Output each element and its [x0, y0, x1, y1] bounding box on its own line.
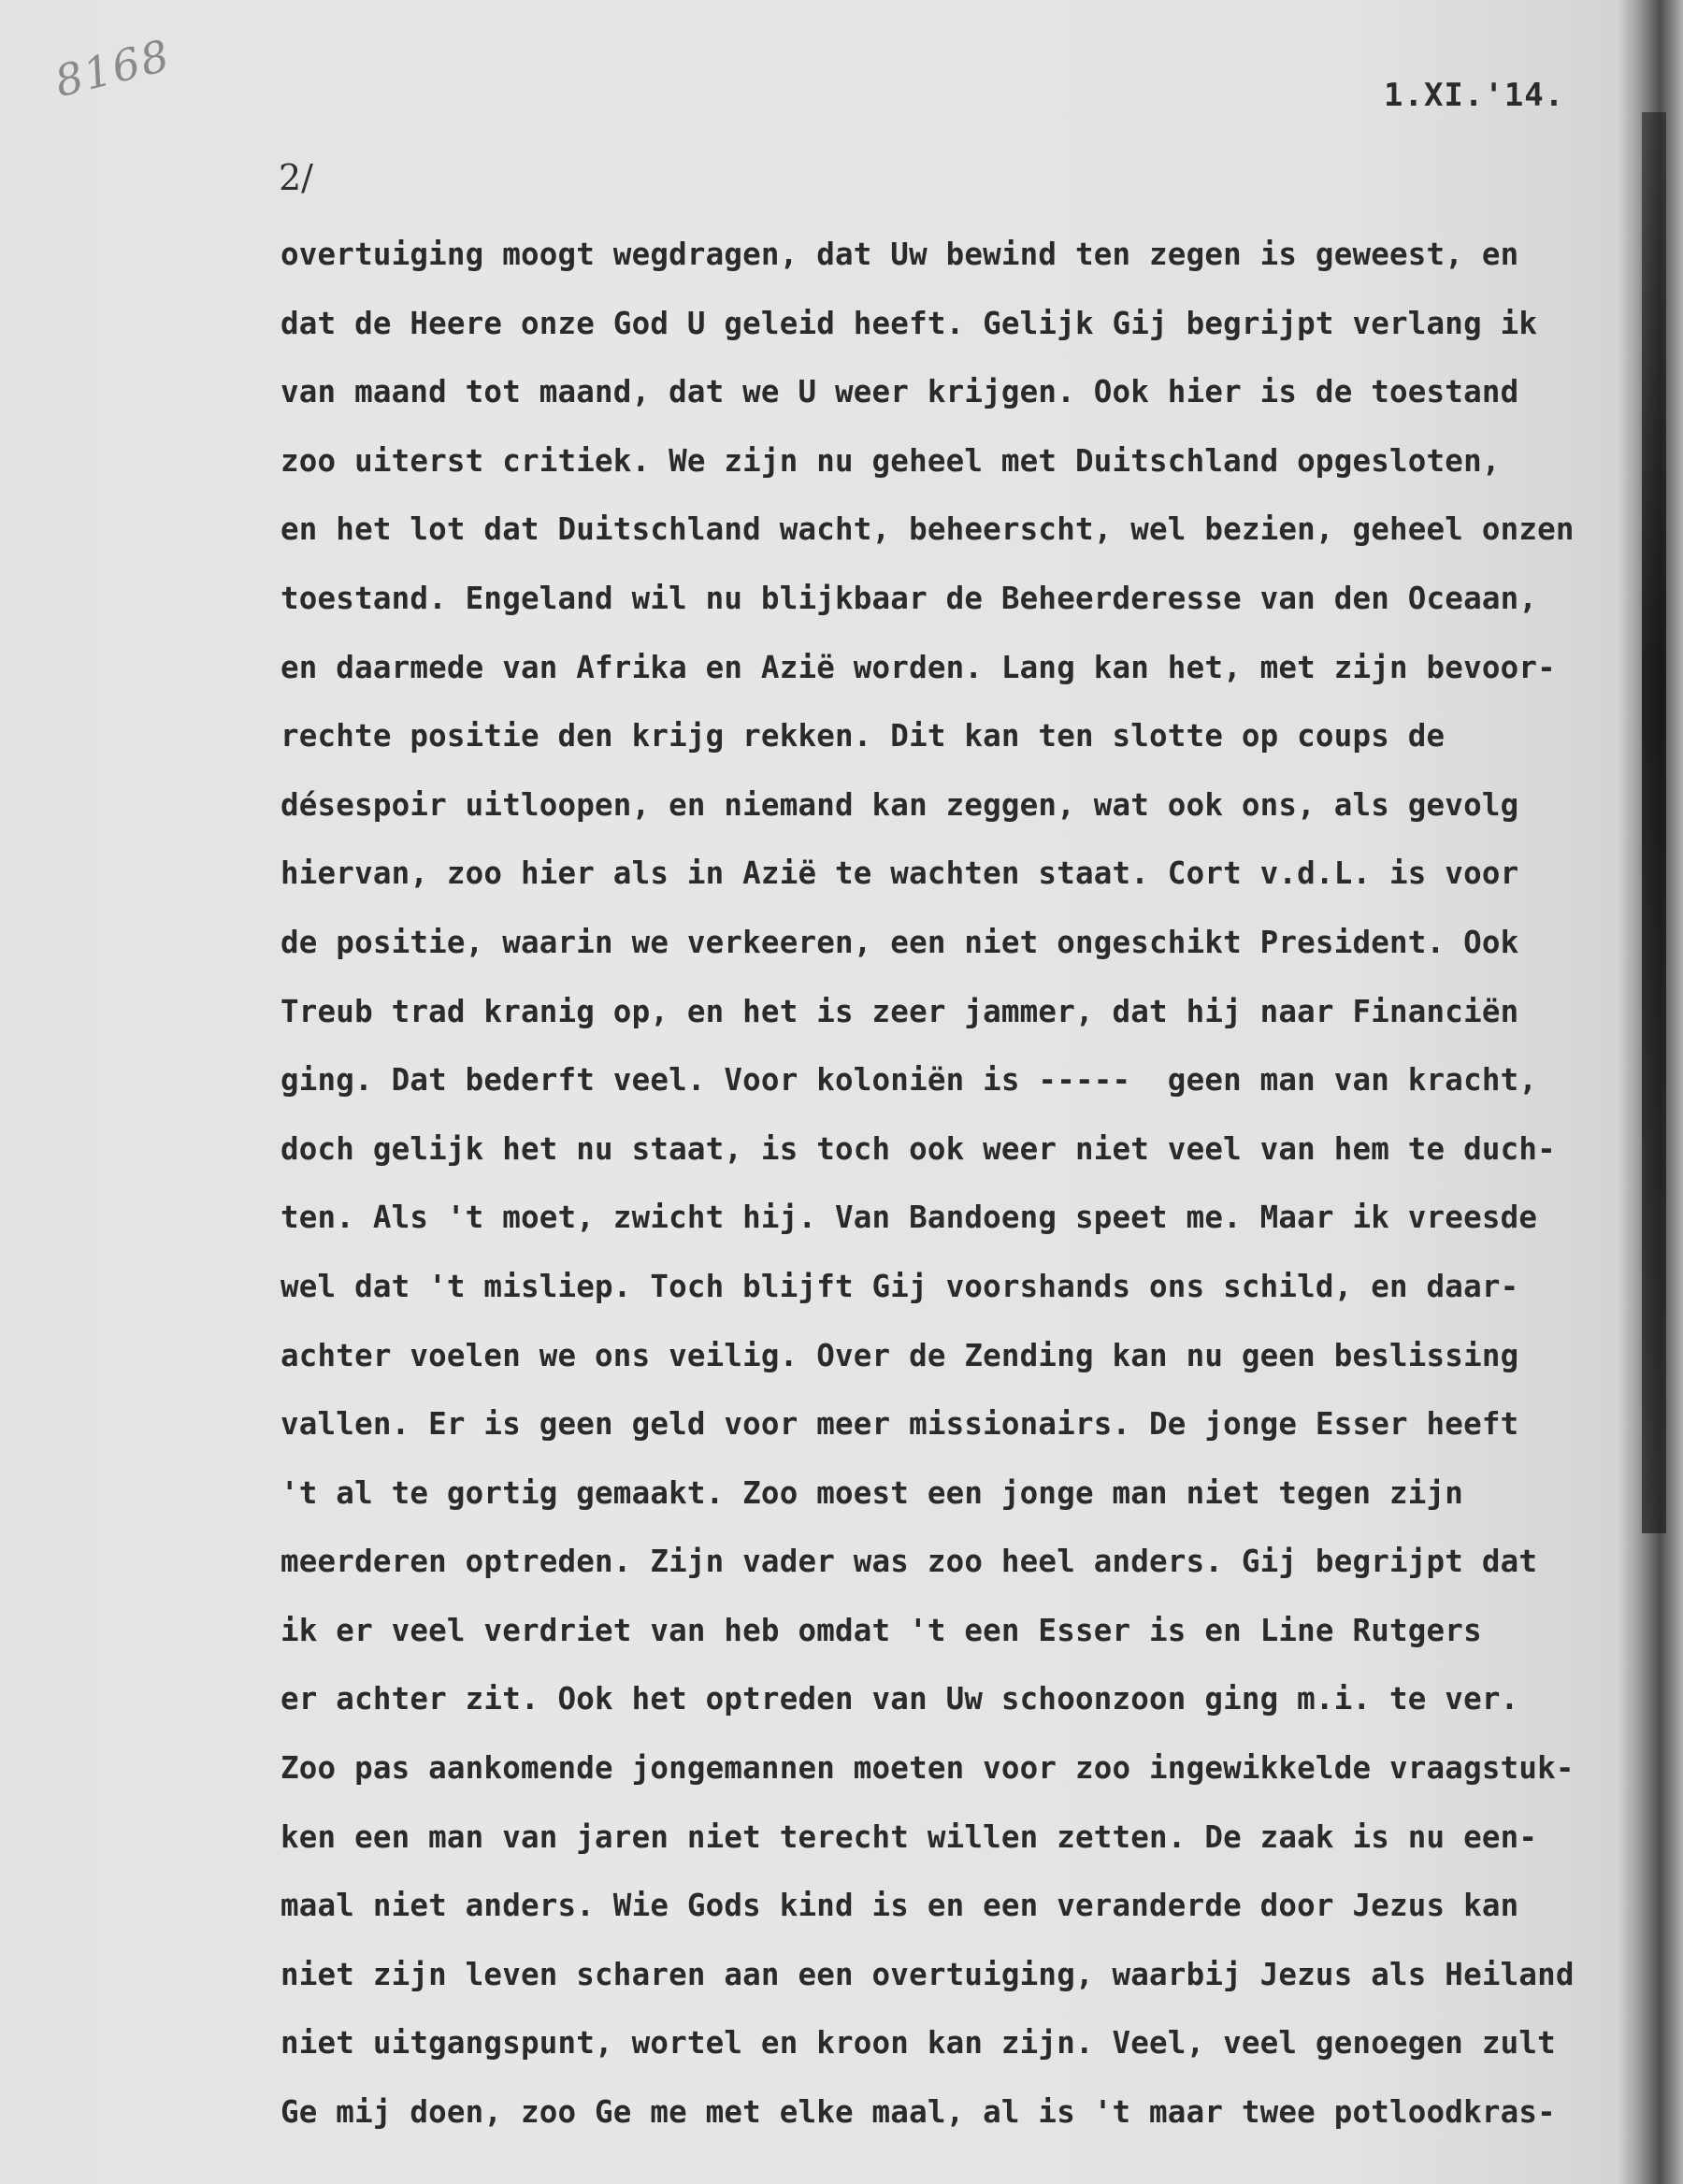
text-line: overtuiging moogt wegdragen, dat Uw bewind ten zegen is geweest, en [280, 237, 1519, 272]
text-line: niet zijn leven scharen aan een overtuiging, waarbij Jezus als Heiland [280, 1956, 1575, 1992]
archive-number: 8168 [50, 29, 176, 108]
text-line: de positie, waarin we verkeeren, een niet ongeschikt President. Ook [280, 924, 1519, 960]
text-line: désespoir uitloopen, en niemand kan zeggen, wat ook ons, als gevolg [280, 786, 1519, 823]
text-line: Ge mij doen, zoo Ge me met elke maal, al is 't maar twee potloodkras- [280, 2094, 1556, 2131]
page-number: 2/ [279, 157, 313, 198]
text-line: hiervan, zoo hier als in Azië te wachten staat. Cort v.d.L. is voor [280, 855, 1519, 892]
text-line: toestand. Engeland wil nu blijkbaar de Beheerderesse van den Oceaan, [280, 580, 1538, 616]
text-line: zoo uiterst critiek. We zijn nu geheel met Duitschland opgesloten, [280, 442, 1501, 479]
text-line: Zoo pas aankomende jongemannen moeten voor zoo ingewikkelde vraagstuk- [280, 1750, 1575, 1787]
text-line: en het lot dat Duitschland wacht, beheerscht, wel bezien, geheel onzen [280, 511, 1575, 548]
text-line: en daarmede van Afrika en Azië worden. Lang kan het, met zijn bevoor- [280, 649, 1556, 685]
text-line: er achter zit. Ook het optreden van Uw schoonzoon ging m.i. te ver. [280, 1681, 1519, 1717]
text-line: rechte positie den krijg rekken. Dit kan ten slotte op coups de [280, 718, 1446, 754]
text-line: ging. Dat bederft veel. Voor koloniën is ----- geen man van kracht, [280, 1062, 1538, 1099]
text-line: vallen. Er is geen geld voor meer missionairs. De jonge Esser heeft [280, 1406, 1519, 1443]
text-line: Treub trad kranig op, en het is zeer jammer, dat hij naar Financiën [280, 993, 1519, 1029]
letter-body [280, 221, 1664, 2148]
text-line: doch gelijk het nu staat, is toch ook weer niet veel van hem te duch- [280, 1130, 1556, 1167]
text-line: wel dat 't misliep. Toch blijft Gij voorshands ons schild, en daar- [280, 1268, 1519, 1304]
text-line: 't al te gortig gemaakt. Zoo moest een jonge man niet tegen zijn [280, 1474, 1464, 1511]
text-line: maal niet anders. Wie Gods kind is en een veranderde door Jezus kan [280, 1888, 1519, 1924]
letter-date: 1.XI.'14. [1384, 77, 1565, 114]
text-line: meerderen optreden. Zijn vader was zoo heel anders. Gij begrijpt dat [280, 1544, 1538, 1580]
text-line: van maand tot maand, dat we U weer krijgen. Ook hier is de toestand [280, 374, 1519, 410]
text-line: achter voelen we ons veilig. Over de Zending kan nu geen beslissing [280, 1337, 1519, 1373]
text-line: ken een man van jaren niet terecht willen zetten. De zaak is nu een- [280, 1818, 1538, 1855]
text-line: dat de Heere onze God U geleid heeft. Gelijk Gij begrijpt verlang ik [280, 305, 1538, 341]
text-line: niet uitgangspunt, wortel en kroon kan zijn. Veel, veel genoegen zult [280, 2025, 1556, 2062]
text-line: ten. Als 't moet, zwicht hij. Van Bandoeng speet me. Maar ik vreesde [280, 1200, 1538, 1236]
text-line: ik er veel verdriet van heb omdat 't een Esser is en Line Rutgers [280, 1612, 1482, 1648]
